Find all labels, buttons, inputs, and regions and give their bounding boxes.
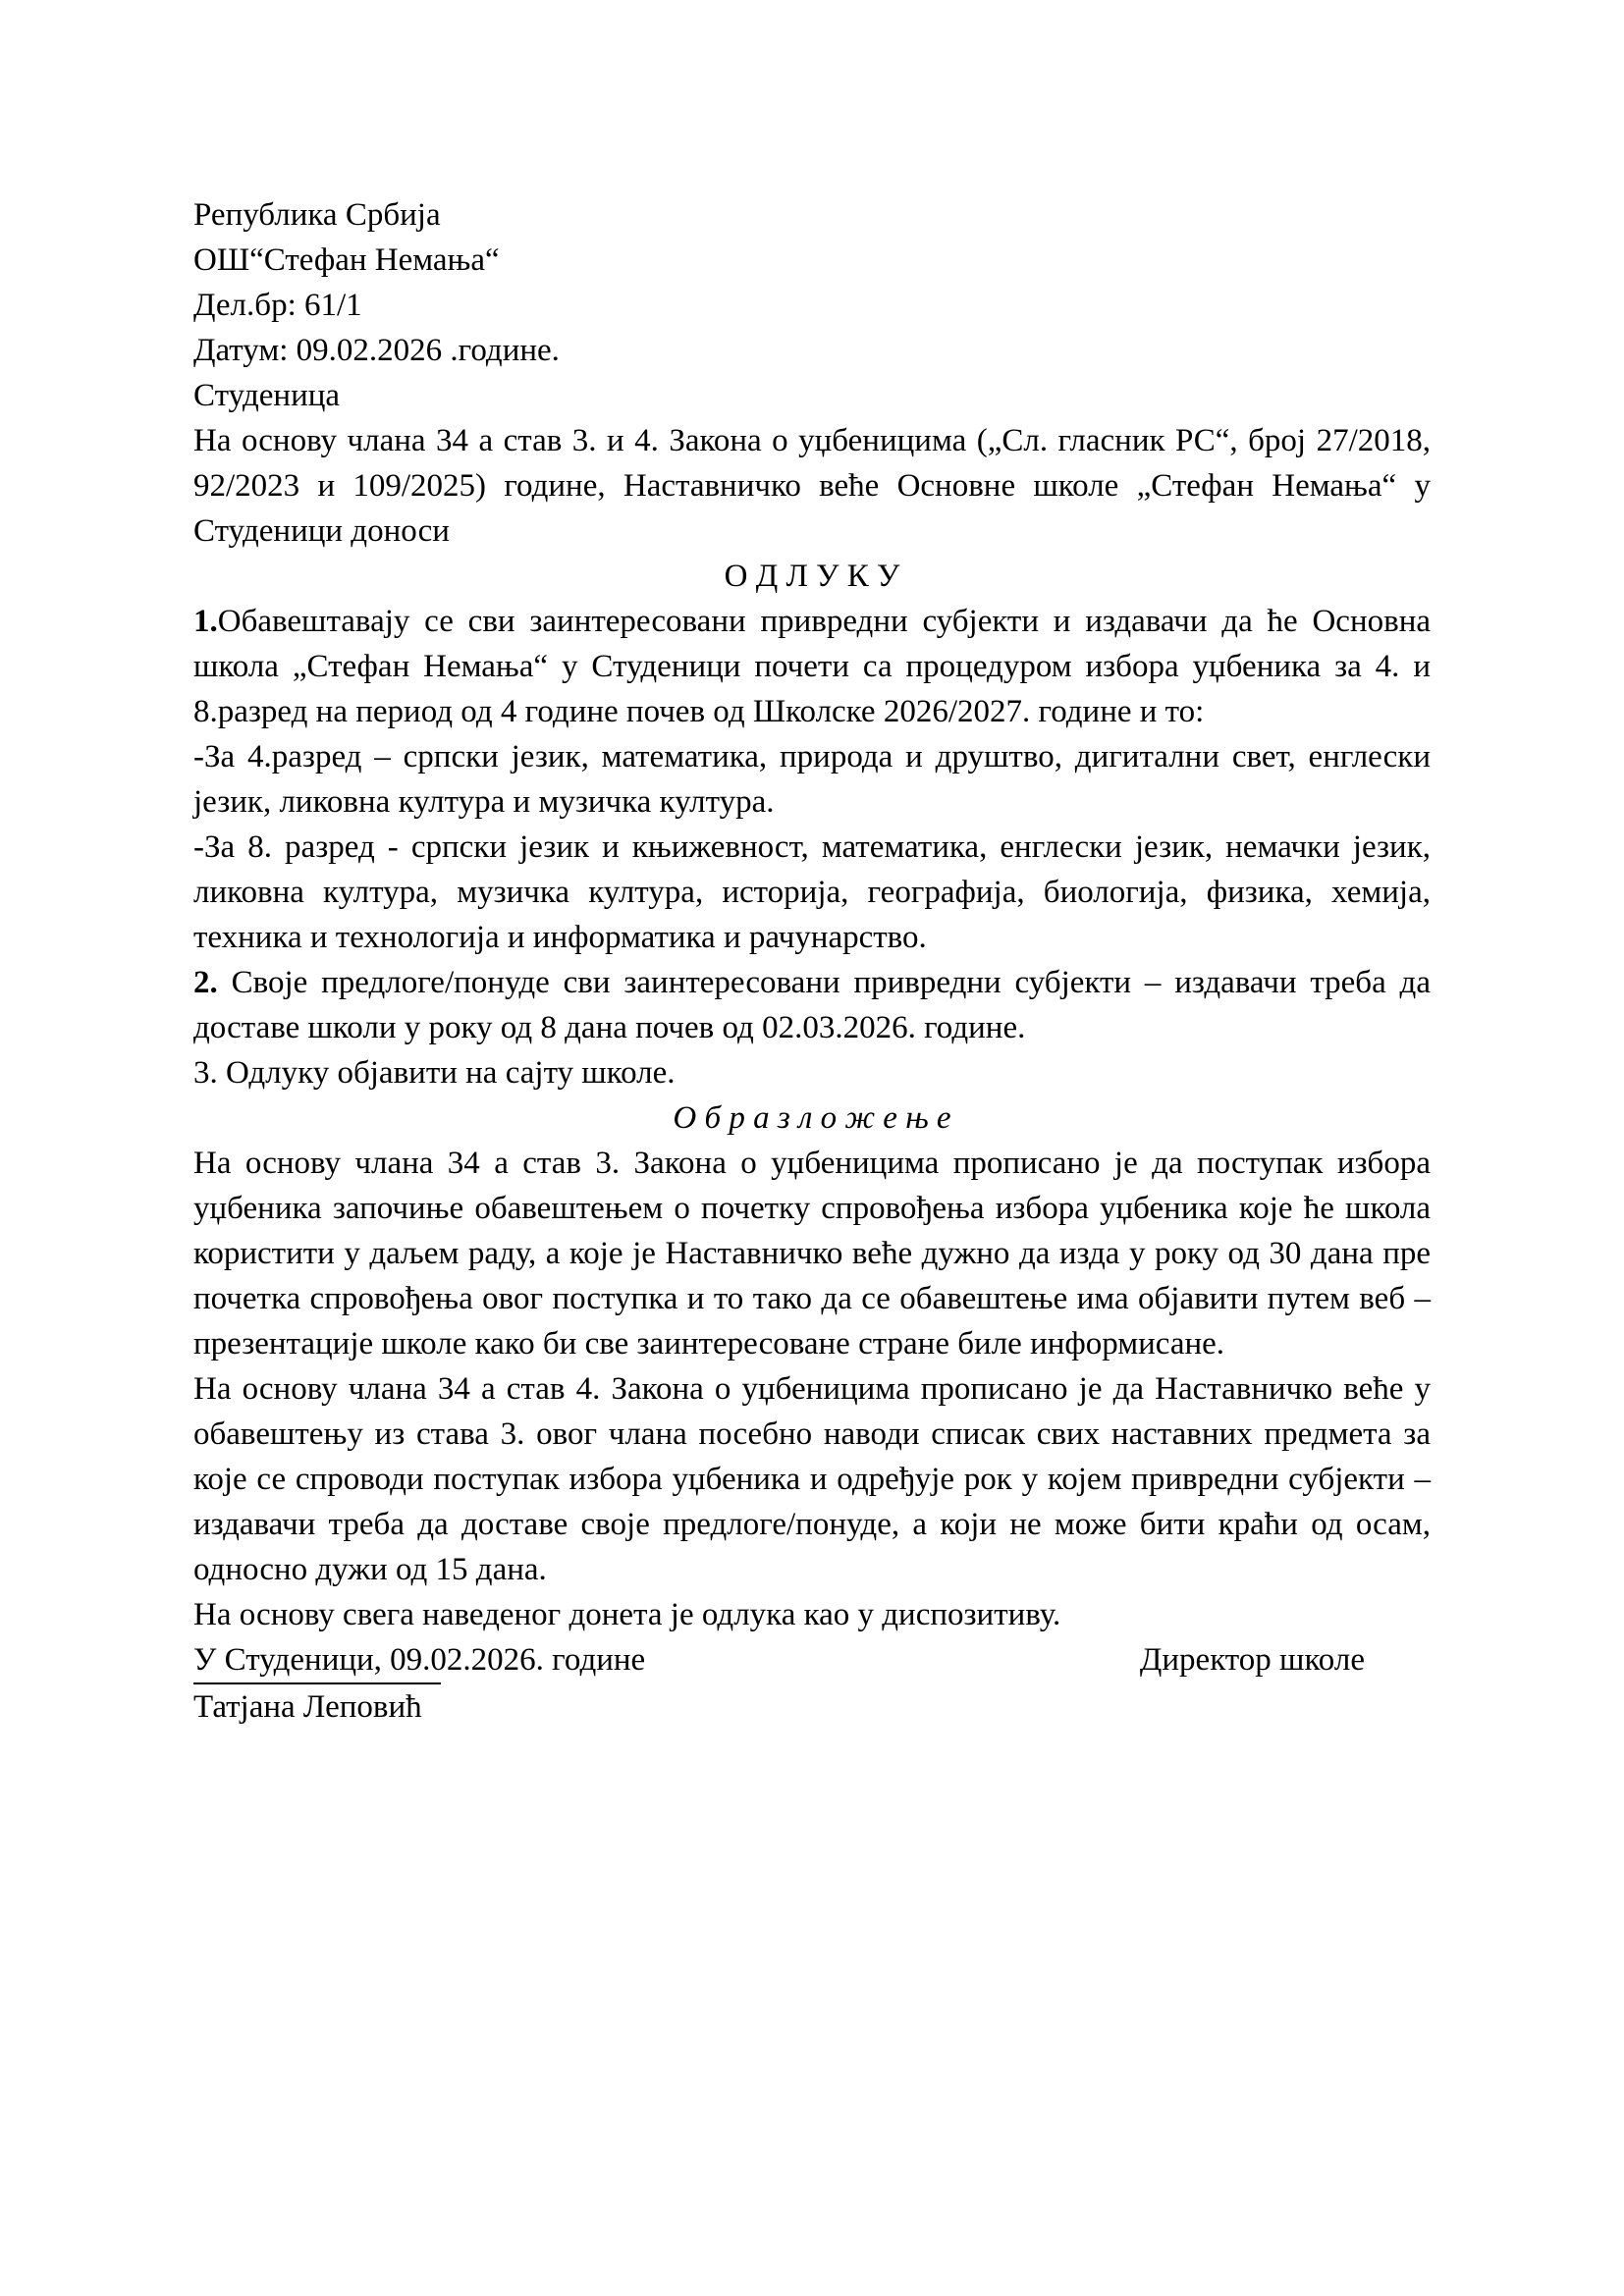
grade-8-subjects: -За 8. разред - српски језик и књижевност, математика, енглески језик, немачки језик, ликовна култура, музичка култура, историја, географија, биологија, физика, хемија, техника и технологија и информатика и рачунарство.	[193, 829, 1431, 955]
item-1-text: Обавештавају се сви заинтересовани привредни субјекти и издавачи да ће Основна школа „Стефан Немања“ у Студеници почети са процедуром избора уџбеника за 4. и 8.разред на период од 4 године почев од Школске 2026/2027. године и то:	[193, 604, 1431, 729]
rationale-paragraph-3: На основу свега наведеног донета је одлука као у диспозитиву.	[193, 1597, 1061, 1632]
director-name: Татјана Леповић	[193, 1689, 422, 1725]
header-line-ref-number: Дел.бр: 61/1	[193, 288, 362, 323]
document-header	[193, 192, 1431, 418]
header-line-country: Република Србија	[193, 197, 441, 233]
rationale-title: О б р а з л о ж е њ е	[673, 1100, 951, 1136]
director-title: Директор школе	[1139, 1642, 1365, 1678]
header-line-place: Студеница	[193, 378, 341, 413]
item-2-number: 2.	[193, 965, 218, 1000]
item-1-number: 1.	[193, 604, 218, 639]
decision-item-2	[193, 960, 1431, 1050]
signature-row	[193, 1637, 1431, 1682]
document-content	[193, 192, 1431, 1730]
intro-paragraph: На основу члана 34 а став 3. и 4. Закона о уџбеницима („Сл. гласник РС“, број 27/2018, 92/2023 и 109/2025) године, Наставничко веће Основне школе „Стефан Немања“ у Студеници доноси	[193, 423, 1431, 549]
decision-title: О Д Л У К У	[724, 559, 900, 594]
place-date-line: У Студеници, 09.02.2026. године	[193, 1642, 646, 1678]
grade-4-subjects: -За 4.разред – српски језик, математика, природа и друштво, дигитални свет, енглески језик, ликовна култура и музичка култура.	[193, 739, 1431, 820]
header-line-school: ОШ“Стефан Немања“	[193, 242, 500, 278]
decision-item-3: 3. Одлуку објавити на сајту школе.	[193, 1055, 676, 1091]
rationale-paragraph-2: На основу члана 34 а став 4. Закона о уџбеницима прописано је да Наставничко веће у обавештењу из става 3. овог члана посебно наводи списак свих наставних предмета за које се спроводи поступак избора уџбеника и одређује рок у којем привредни субјекти – издавачи треба да доставе своје предлоге/понуде, а који не може бити краћи од осам, односно дужи од 15 дана.	[193, 1371, 1431, 1587]
header-line-date: Датум: 09.02.2026 .године.	[193, 333, 560, 368]
rationale-paragraph-1: На основу члана 34 а став 3. Закона о уџбеницима прописано је да поступак избора уџбеника започиње обавештењем о почетку спровођења избора уџбеника које ће школа користити у даљем раду, а које је Наставничко веће дужно да изда у року од 30 дана пре почетка спровођења овог поступка и то тако да се обавештење има објавити путем веб – презентације школе како би све заинтересоване стране биле информисане.	[193, 1146, 1431, 1362]
decision-item-1	[193, 599, 1431, 734]
item-2-text: Своје предлоге/понуде сви заинтересовани привредни субјекти – издавачи треба да доставе школи у року од 8 дана почев од 02.03.2026. године.	[193, 965, 1431, 1045]
